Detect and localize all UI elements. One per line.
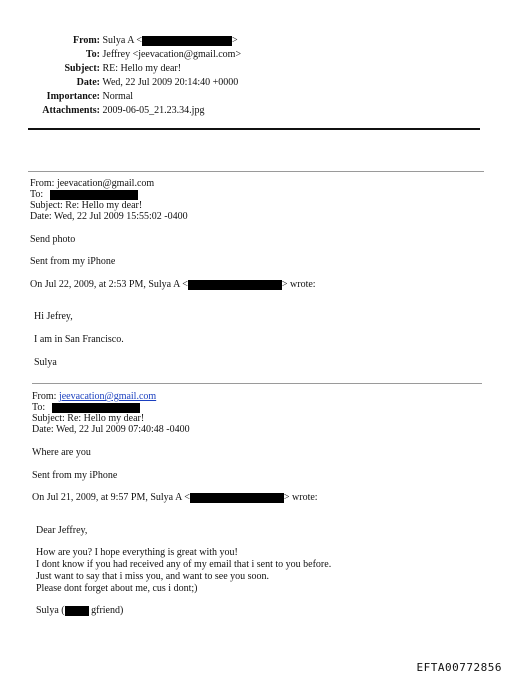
header-to-row [40,49,241,61]
msg2-quote-intro [32,492,318,504]
msg2-quoted-sig-end: gfriend) [88,605,124,616]
msg2-quoted-sig-start: Sulya ( [36,605,65,616]
header-attachments-row [40,105,204,117]
header-subject-value: RE: Hello my dear! [102,63,182,74]
msg2-quoted-signature [36,605,123,617]
redaction-bar [50,190,138,200]
header-to-label: To: [85,49,100,60]
msg2-body: Where are you [32,447,91,458]
msg1-quoted-body: I am in San Francisco. [34,334,124,345]
header-date-value: Wed, 22 Jul 2009 20:14:40 +0000 [102,77,239,88]
header-from-value: Sulya A < [102,35,143,46]
header-subject-row [40,63,181,75]
msg2-signature: Sent from my iPhone [32,470,118,481]
msg1-quote-tail: > wrote: [281,279,316,290]
redaction-bar [190,493,284,503]
msg1-quote-intro [30,279,316,291]
msg1-quoted-greeting: Hi Jefrey, [34,311,73,322]
msg1-signature: Sent from my iPhone [30,256,116,267]
header-date-row [40,77,238,89]
header-importance-label: Importance: [46,91,100,102]
msg1-quoted-signature: Sulya [34,357,57,368]
msg2-date: Date: Wed, 22 Jul 2009 07:40:48 -0400 [32,424,190,435]
msg1-date: Date: Wed, 22 Jul 2009 15:55:02 -0400 [30,211,188,222]
header-importance-value: Normal [102,91,134,102]
redaction-bar [142,36,232,46]
redaction-bar [188,280,282,290]
message-divider-2 [32,383,482,384]
header-date-label: Date: [76,77,100,88]
msg1-to-label: To: [30,189,44,200]
header-attachments-label: Attachments: [42,105,100,116]
msg2-from-email-link[interactable]: jeevacation@gmail.com [58,391,157,402]
msg2-quoted-line-1: How are you? I hope everything is great with you! [36,547,238,558]
header-to-value: Jeffrey <jeevacation@gmail.com> [102,49,242,60]
msg1-quote-intro-text: On Jul 22, 2009, at 2:53 PM, Sulya A < [30,279,188,290]
msg2-to-label: To: [32,402,46,413]
header-divider [28,128,480,130]
redaction-bar [52,403,140,413]
message-divider-1 [28,171,484,172]
msg1-body: Send photo [30,234,76,245]
msg2-subject: Subject: Re: Hello my dear! [32,413,145,424]
msg2-quoted-greeting: Dear Jeffrey, [36,525,88,536]
msg2-quoted-line-3: Just want to say that i miss you, and want to see you soon. [36,571,270,582]
header-attachments-value[interactable]: 2009-06-05_21.23.34.jpg [102,105,205,116]
header-from-row [40,35,238,47]
redaction-bar [65,606,89,616]
msg2-quoted-line-2: I dont know if you had received any of my email that i sent to you before. [36,559,332,570]
msg2-quote-intro-text: On Jul 21, 2009, at 9:57 PM, Sulya A < [32,492,190,503]
msg2-quoted-line-4: Please dont forget about me, cus i dont;) [36,583,198,594]
header-importance-row [40,91,133,103]
msg2-from-label: From: [32,391,59,402]
bates-number: EFTA00772856 [416,661,502,674]
header-from-label: From: [72,35,100,46]
msg1-from: From: jeevacation@gmail.com [30,178,155,189]
header-from-tail: > [232,35,238,46]
msg2-quote-tail: > wrote: [283,492,318,503]
msg1-subject: Subject: Re: Hello my dear! [30,200,143,211]
header-subject-label: Subject: [64,63,100,74]
